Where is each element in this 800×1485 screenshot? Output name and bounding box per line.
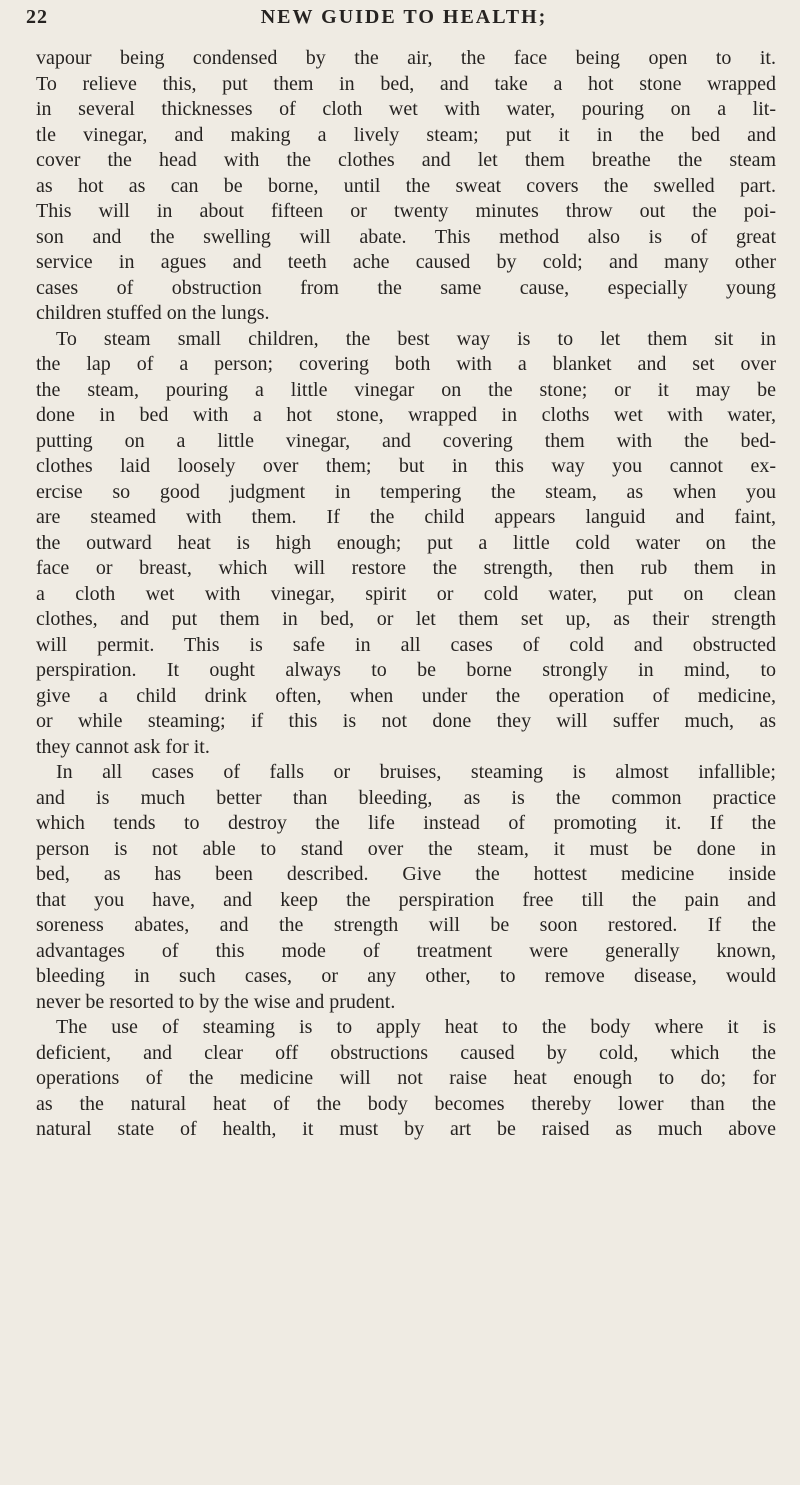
- text-line: This will in about fifteen or twenty minutes throw out the poi-: [36, 200, 776, 222]
- text-line: cover the head with the clothes and let them breathe the steam: [36, 149, 776, 171]
- text-line: will permit. This is safe in all cases of cold and obstructed: [36, 633, 776, 656]
- text-line: person is not able to stand over the steam, it must be done in: [36, 837, 776, 860]
- text-line: as the natural heat of the body becomes thereby lower than the: [36, 1092, 776, 1115]
- text-line: and is much better than bleeding, as is the common practice: [36, 786, 776, 809]
- text-line: give a child drink often, when under the operation of medicine,: [36, 684, 776, 707]
- text-line: In all cases of falls or bruises, steaming is almost infallible;: [56, 761, 776, 783]
- text-line: vapour being condensed by the air, the face being open to it.: [36, 47, 776, 69]
- text-line: done in bed with a hot stone, wrapped in cloths wet with water,: [36, 404, 776, 426]
- text-line: they cannot ask for it.: [36, 735, 210, 758]
- text-line: deficient, and clear off obstructions caused by cold, which the: [36, 1041, 776, 1064]
- text-line: soreness abates, and the strength will be soon restored. If the: [36, 914, 776, 936]
- text-line: bed, as has been described. Give the hottest medicine inside: [36, 863, 776, 885]
- running-title: NEW GUIDE TO HEALTH;: [260, 6, 548, 28]
- text-line: tle vinegar, and making a lively steam; put it in the bed and: [36, 123, 776, 146]
- text-line: putting on a little vinegar, and covering them with the bed-: [36, 429, 776, 452]
- text-line: son and the swelling will abate. This method also is of great: [36, 225, 776, 248]
- text-line: cases of obstruction from the same cause, especially young: [36, 276, 776, 299]
- text-line: are steamed with them. If the child appears languid and faint,: [36, 506, 776, 528]
- text-line: service in agues and teeth ache caused by cold; and many other: [36, 251, 776, 273]
- text-line: The use of steaming is to apply heat to the body where it is: [56, 1016, 776, 1038]
- text-line: the steam, pouring a little vinegar on the stone; or it may be: [36, 378, 776, 401]
- text-line: which tends to destroy the life instead of promoting it. If the: [36, 812, 776, 834]
- body-text: [36, 46, 776, 1143]
- text-line: a cloth wet with vinegar, spirit or cold water, put on clean: [36, 582, 776, 605]
- text-line: To relieve this, put them in bed, and take a hot stone wrapped: [36, 72, 776, 95]
- text-line: as hot as can be borne, until the sweat covers the swelled part.: [36, 174, 776, 197]
- text-line: the lap of a person; covering both with a blanket and set over: [36, 353, 776, 375]
- text-line: in several thicknesses of cloth wet with water, pouring on a lit-: [36, 98, 776, 120]
- text-line: operations of the medicine will not raise heat enough to do; for: [36, 1067, 776, 1089]
- text-line: the outward heat is high enough; put a little cold water on the: [36, 531, 776, 554]
- text-line: To steam small children, the best way is to let them sit in: [56, 327, 776, 350]
- text-line: or while steaming; if this is not done they will suffer much, as: [36, 710, 776, 732]
- text-line: natural state of health, it must by art be raised as much above: [36, 1118, 776, 1140]
- text-line: clothes laid loosely over them; but in this way you cannot ex-: [36, 455, 776, 477]
- text-line: perspiration. It ought always to be borne strongly in mind, to: [36, 659, 776, 681]
- text-line: ercise so good judgment in tempering the steam, as when you: [36, 480, 776, 503]
- text-line: advantages of this mode of treatment were generally known,: [36, 939, 776, 962]
- text-line: clothes, and put them in bed, or let them set up, as their strength: [36, 608, 776, 630]
- page-number: 22: [26, 6, 48, 28]
- running-head: [26, 6, 772, 46]
- text-line: never be resorted to by the wise and prudent.: [36, 990, 396, 1013]
- text-line: that you have, and keep the perspiration free till the pain and: [36, 888, 776, 911]
- text-line: children stuffed on the lungs.: [36, 302, 270, 324]
- text-line: bleeding in such cases, or any other, to remove disease, would: [36, 965, 776, 987]
- text-line: face or breast, which will restore the strength, then rub them in: [36, 557, 776, 579]
